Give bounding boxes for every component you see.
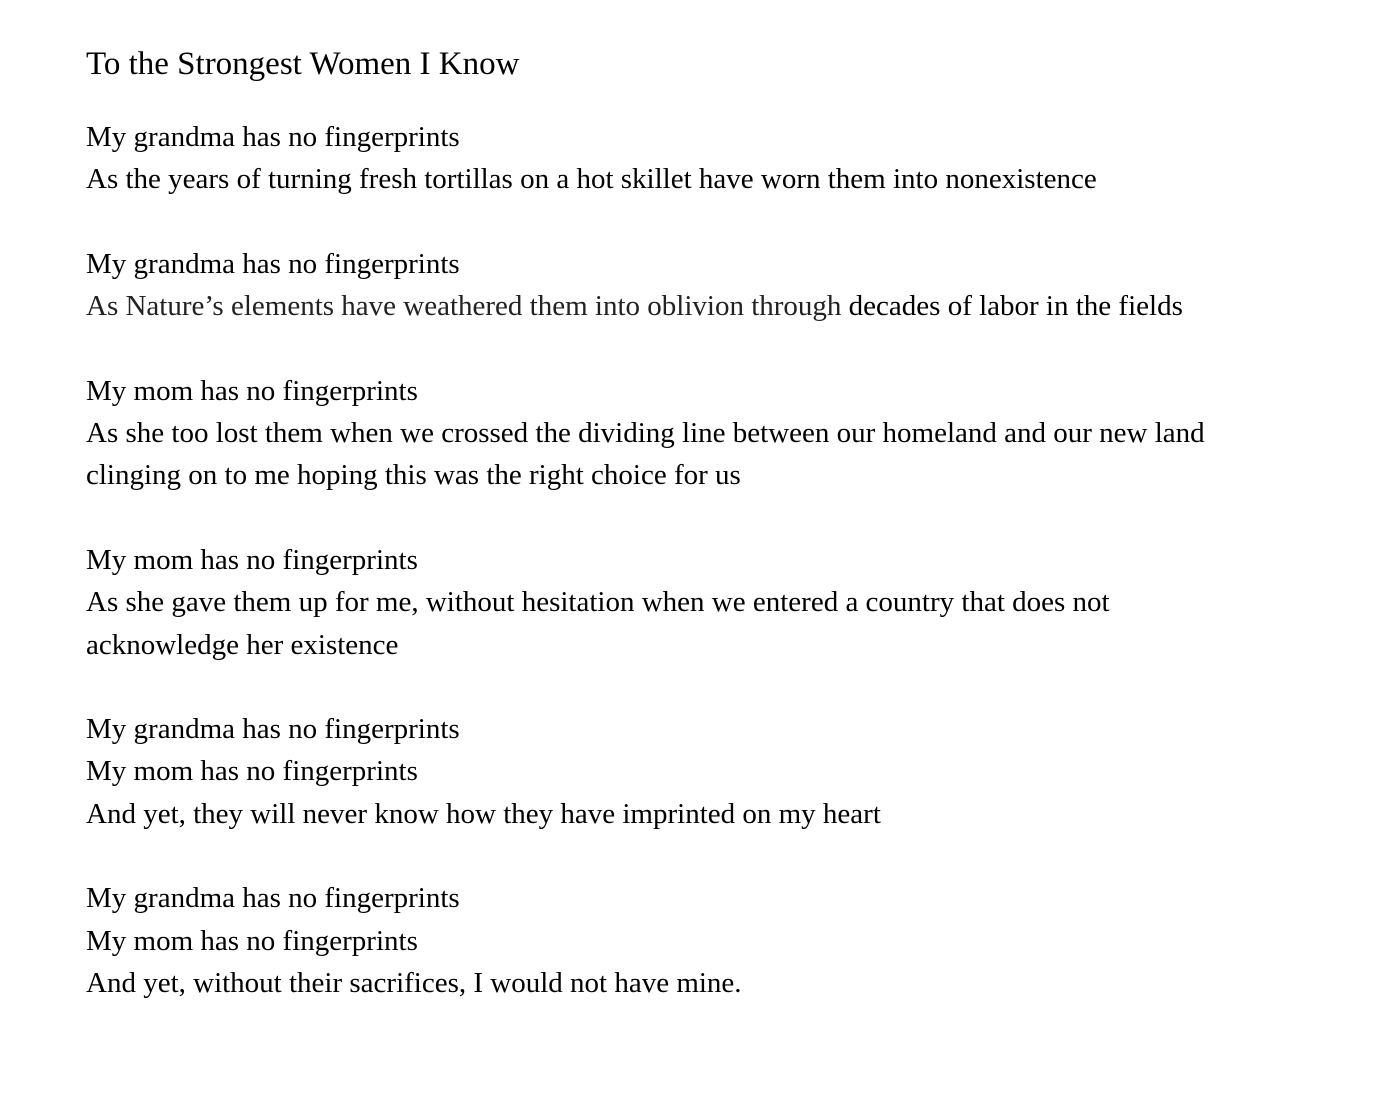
poem-line: As she gave them up for me, without hesitation when we entered a country that does not (86, 586, 1110, 619)
poem-line: My grandma has no fingerprints (86, 247, 460, 280)
stanza-4 (86, 539, 1356, 666)
stanza-5 (86, 708, 1356, 835)
poem-line-mixed (86, 285, 1356, 327)
poem-line: My grandma has no fingerprints (86, 713, 460, 746)
poem-line: acknowledge her existence (86, 628, 399, 661)
poem-line: My mom has no fingerprints (86, 374, 418, 407)
stanza-6 (86, 877, 1356, 1004)
stanza-3 (86, 370, 1356, 497)
poem-line: My mom has no fingerprints (86, 755, 418, 788)
poem-line: My mom has no fingerprints (86, 543, 418, 576)
poem-line: As she too lost them when we crossed the dividing line between our homeland and our new land (86, 417, 1205, 450)
poem-line-segment: As Nature’s elements have weathered them into oblivion through (86, 290, 842, 323)
stanza-2 (86, 243, 1356, 328)
poem-line: And yet, they will never know how they have imprinted on my heart (86, 797, 881, 830)
poem-line: clinging on to me hoping this was the right choice for us (86, 459, 741, 492)
poem-line: My grandma has no fingerprints (86, 121, 460, 153)
poem-line: My grandma has no fingerprints (86, 882, 460, 915)
poem-line: My mom has no fingerprints (86, 924, 418, 957)
poem-line: And yet, without their sacrifices, I would not have mine. (86, 967, 742, 1000)
stanza-1 (86, 116, 1356, 201)
poem-title: To the Strongest Women I Know (86, 46, 520, 82)
poem-line: As the years of turning fresh tortillas on a hot skillet have worn them into nonexistence (86, 163, 1097, 196)
document-page (86, 42, 1356, 1047)
poem-line-segment: decades of labor in the fields (841, 290, 1183, 323)
